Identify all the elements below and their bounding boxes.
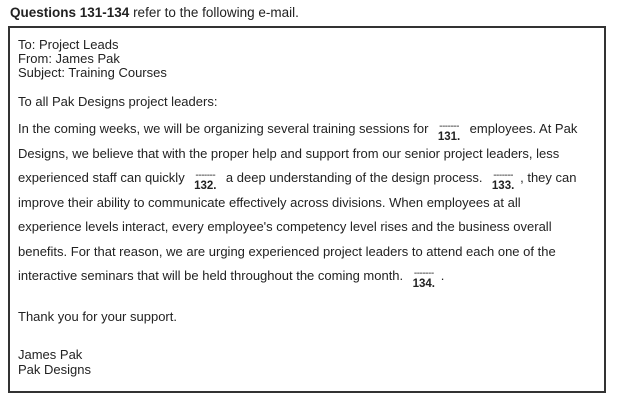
question-heading	[10, 5, 299, 21]
blank-134[interactable]	[407, 268, 441, 290]
body-text: experienced staff can quickly	[18, 170, 189, 185]
body-text: a deep understanding of the design process.	[222, 170, 487, 185]
body-line	[18, 170, 598, 195]
signature-name: James Pak	[18, 347, 83, 362]
blank-number: 132.	[194, 180, 217, 192]
body-text: experience levels interact, every employee's competency level rises and the business overall	[18, 219, 552, 234]
email-greeting: To all Pak Designs project leaders:	[18, 94, 218, 109]
question-instruction: refer to the following e-mail.	[129, 5, 299, 20]
blank-number: 134.	[412, 278, 435, 290]
signature-company: Pak Designs	[18, 362, 91, 377]
body-line	[18, 146, 598, 171]
body-line	[18, 268, 598, 293]
blank-dashes: -------	[493, 170, 514, 181]
blank-133[interactable]	[486, 170, 520, 192]
question-range: Questions 131-134	[10, 5, 130, 20]
body-line	[18, 195, 598, 220]
body-text: interactive seminars that will be held throughout the coming month.	[18, 268, 407, 283]
blank-132[interactable]	[188, 170, 222, 192]
email-subject: Subject: Training Courses	[18, 65, 167, 80]
body-text: improve their ability to communicate effectively across divisions. When employees at all	[18, 194, 521, 210]
body-text: Designs, we believe that with the proper help and support from our senior project leaders, less	[18, 145, 560, 161]
blank-dashes: -------	[413, 268, 434, 279]
email-box	[8, 26, 606, 393]
body-text: .	[440, 268, 445, 283]
body-line	[18, 121, 598, 146]
email-closing: Thank you for your support.	[18, 309, 177, 324]
body-line	[18, 244, 598, 269]
body-text: , they can	[520, 170, 577, 185]
blank-131[interactable]	[432, 121, 466, 143]
blank-dashes: -------	[195, 170, 216, 181]
blank-number: 133.	[491, 180, 515, 192]
email-to: To: Project Leads	[18, 37, 119, 52]
blank-dashes: -------	[439, 121, 459, 132]
email-from: From: James Pak	[18, 51, 120, 66]
body-text: In the coming weeks, we will be organizing several training sessions for	[18, 121, 433, 136]
body-line	[18, 219, 598, 244]
body-text: benefits. For that reason, we are urging experienced project leaders to attend each one of the	[18, 243, 556, 259]
blank-number: 131.	[437, 131, 461, 143]
email-body	[18, 121, 598, 293]
body-text: employees. At Pak	[466, 121, 578, 136]
